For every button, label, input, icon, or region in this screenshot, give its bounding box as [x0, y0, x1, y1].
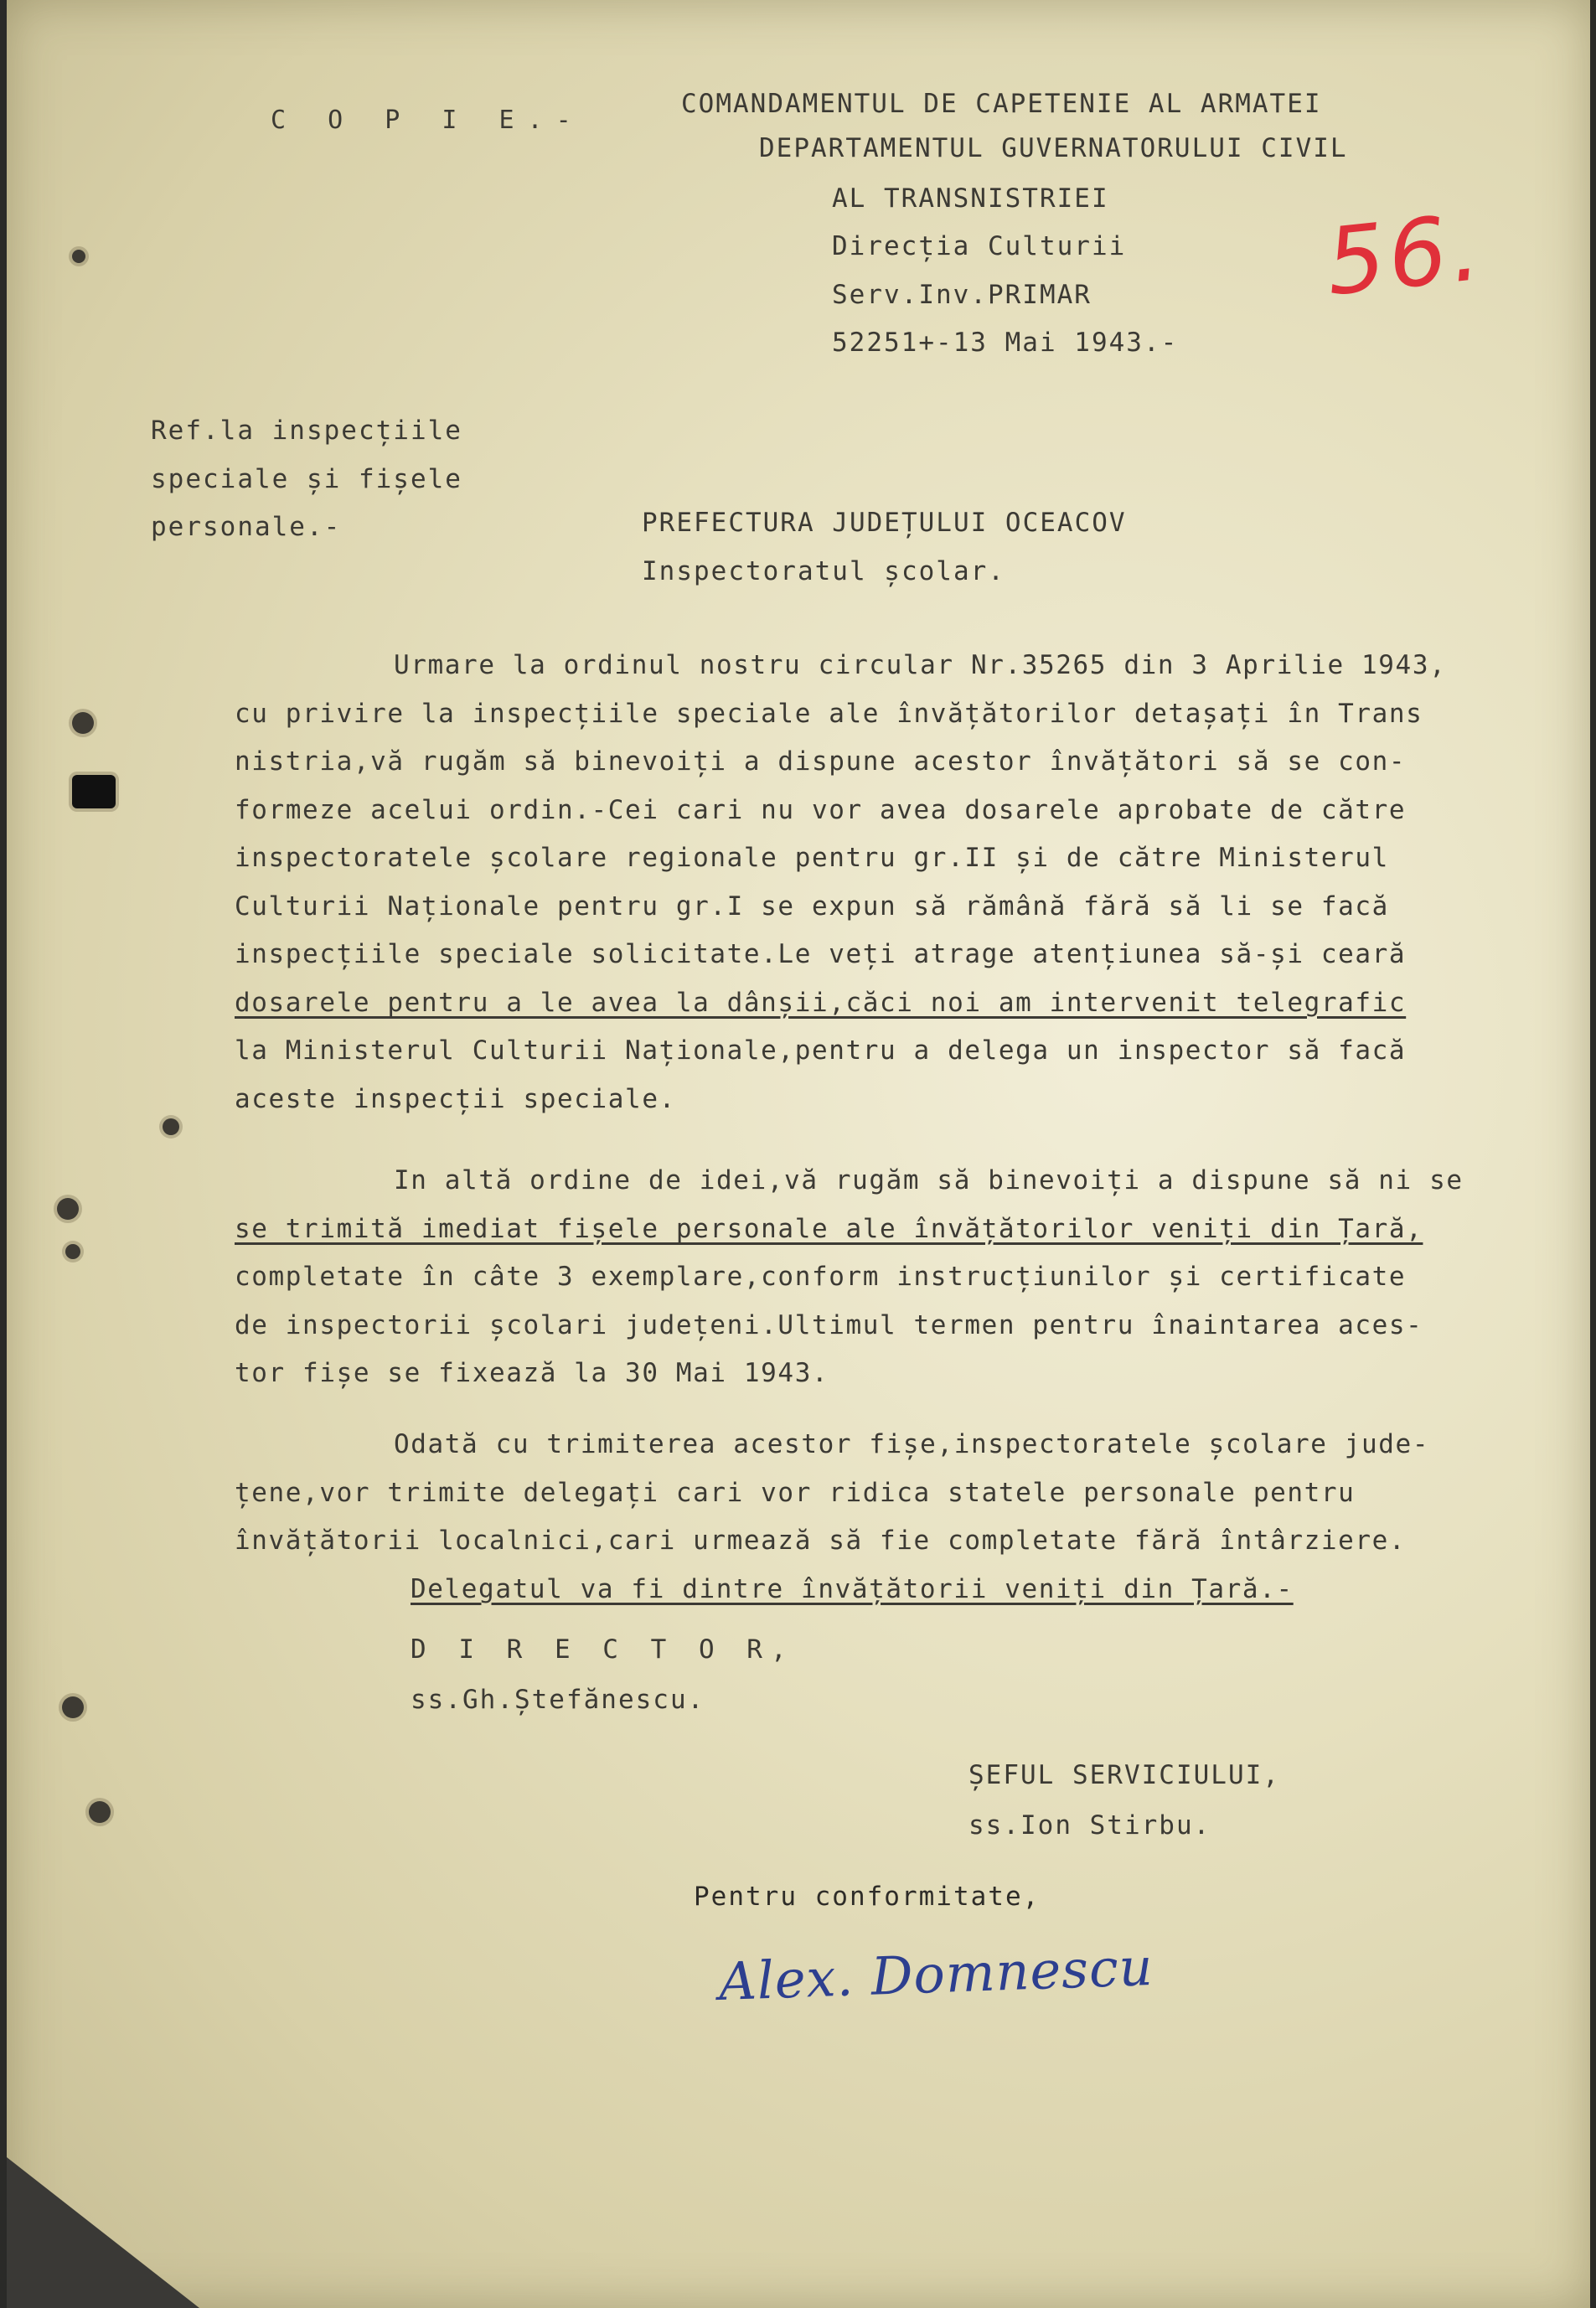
page-number: 56.	[1320, 193, 1489, 317]
body-line: la Ministerul Culturii Naționale,pentru a delega un inspector să facă	[235, 1035, 1407, 1066]
header-line: COMANDAMENTUL DE CAPETENIE AL ARMATEI	[681, 89, 1322, 119]
reference-line: personale.-	[151, 512, 342, 542]
header-line: DEPARTAMENTUL GUVERNATORULUI CIVIL	[759, 133, 1348, 163]
copy-mark: C O P I E.-	[271, 106, 585, 135]
folded-corner	[7, 2157, 199, 2308]
director-name: ss.Gh.Ștefănescu.	[411, 1685, 705, 1715]
punch-hole	[57, 1198, 79, 1220]
body-line: In altă ordine de idei,vă rugăm să binevoiți a dispune să ni se	[394, 1165, 1464, 1195]
punch-hole	[163, 1118, 179, 1135]
punch-hole	[62, 1696, 84, 1718]
body-line: cu privire la inspecțiile speciale ale învățătorilor detașați în Trans	[235, 699, 1423, 729]
conformity-label: Pentru conformitate,	[694, 1882, 1041, 1912]
header-line: 52251+-13 Mai 1943.-	[832, 328, 1179, 358]
recipient-line: PREFECTURA JUDEȚULUI OCEACOV	[642, 508, 1127, 538]
body-line: Delegatul va fi dintre învățătorii veniți din Țară.-	[411, 1574, 1294, 1604]
punch-hole	[72, 250, 85, 263]
body-line: de inspectorii școlari județeni.Ultimul termen pentru înaintarea aces-	[235, 1310, 1423, 1340]
header-line: Serv.Inv.PRIMAR	[832, 280, 1092, 310]
body-line: nistria,vă rugăm să binevoiți a dispune acestor învățători să se con-	[235, 746, 1407, 777]
body-line: tor fișe se fixează la 30 Mai 1943.	[235, 1358, 829, 1388]
punch-hole	[65, 1244, 80, 1259]
header-line: Direcția Culturii	[832, 231, 1127, 261]
body-line: formeze acelui ordin.-Cei cari nu vor avea dosarele aprobate de către	[235, 795, 1407, 825]
punch-hole	[89, 1801, 111, 1823]
body-line: dosarele pentru a le avea la dânșii,căci noi am intervenit telegrafic	[235, 988, 1407, 1018]
body-line: inspecțiile speciale solicitate.Le veți atrage atențiunea să-și ceară	[235, 939, 1407, 969]
body-line: completate în câte 3 exemplare,conform instrucțiunilor și certificate	[235, 1262, 1407, 1292]
body-line: inspectoratele școlare regionale pentru gr.II și de către Ministerul	[235, 843, 1389, 873]
director-title: D I R E C T O R,	[411, 1634, 795, 1665]
document-page	[7, 0, 1590, 2308]
body-line: aceste inspecții speciale.	[235, 1084, 676, 1114]
body-line: Culturii Naționale pentru gr.I se expun să rămână fără să li se facă	[235, 891, 1389, 922]
service-chief-title: ȘEFUL SERVICIULUI,	[968, 1760, 1280, 1790]
body-line: se trimită imediat fișele personale ale învățătorilor veniți din Țară,	[235, 1214, 1423, 1244]
punch-hole	[72, 775, 116, 808]
service-chief-name: ss.Ion Stirbu.	[968, 1810, 1211, 1841]
punch-hole	[72, 712, 94, 734]
body-line: Odată cu trimiterea acestor fișe,inspectoratele școlare jude-	[394, 1429, 1430, 1459]
handwritten-signature: Alex. Domnescu	[717, 1935, 1154, 2013]
body-line: învățătorii localnici,cari urmează să fie completate fără întârziere.	[235, 1526, 1407, 1556]
reference-line: speciale și fișele	[151, 464, 462, 494]
header-line: AL TRANSNISTRIEI	[832, 183, 1109, 214]
body-line: țene,vor trimite delegați cari vor ridica statele personale pentru	[235, 1478, 1356, 1508]
recipient-line: Inspectoratul școlar.	[642, 556, 1005, 586]
reference-line: Ref.la inspecțiile	[151, 416, 462, 446]
body-line: Urmare la ordinul nostru circular Nr.35265 din 3 Aprilie 1943,	[394, 650, 1447, 680]
